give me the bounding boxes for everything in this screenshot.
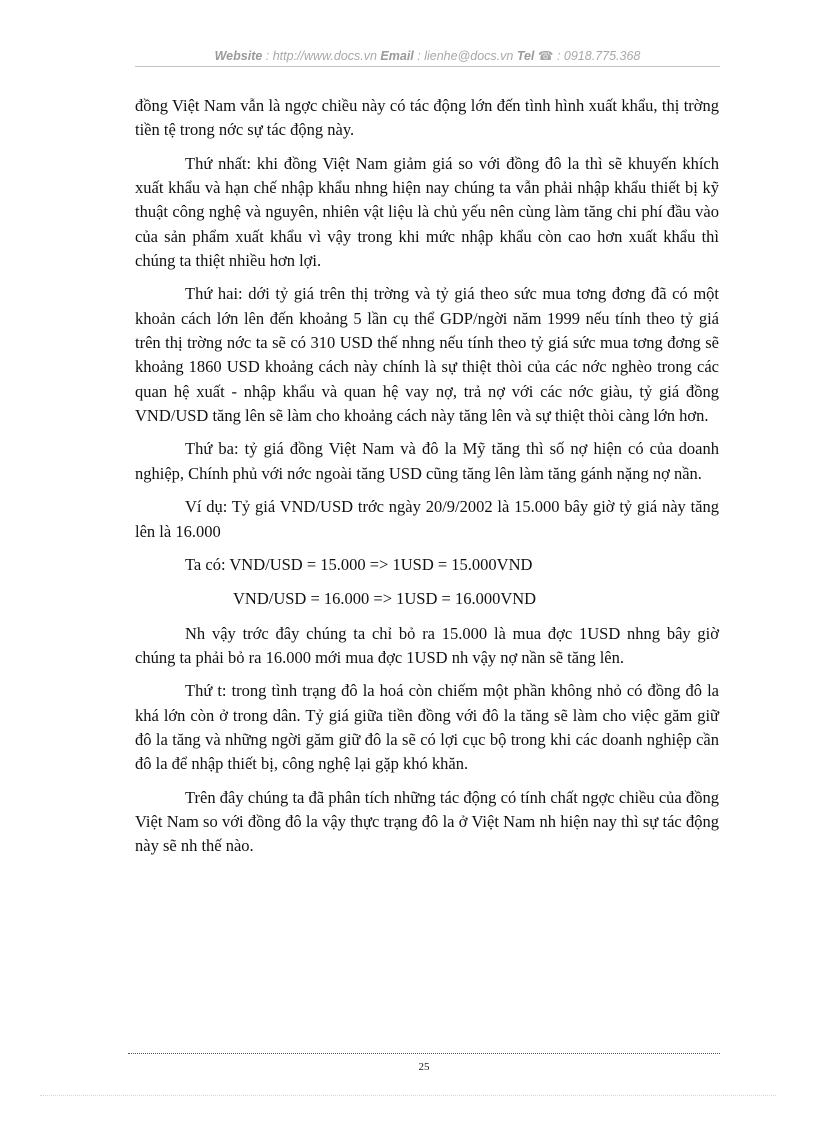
footer-divider bbox=[128, 1053, 720, 1054]
header-divider bbox=[135, 66, 720, 67]
paragraph-vi-du: Ví dụ: Tỷ giá VND/USD trớc ngày 20/9/2002 là 15.000 bây giờ tỷ giá này tăng lên là 16.000 bbox=[135, 497, 719, 541]
document-body bbox=[135, 94, 719, 868]
tel-label: Tel bbox=[516, 49, 535, 63]
website-url: : http://www.docs.vn bbox=[262, 49, 381, 63]
paragraph-thu-nhat: Thứ nhất: khi đồng Việt Nam giảm giá so với đồng đô la thì sẽ khuyến khích xuất khẩu và hạn chế nhập khẩu nhng hiện nay chúng ta vẫn phải nhập khẩu thiết bị kỹ thuật công nghệ và nguyên, nhiên vật liệu là chủ yếu nên cùng làm tăng chi phí đầu vào của sản phẩm xuất khẩu vì vậy trong khi mức nhập khẩu còn cao hơn xuất khẩu thì chúng ta thiệt nhiều hơn lợi. bbox=[135, 153, 719, 270]
website-label: Website bbox=[214, 49, 263, 63]
email-label: Email bbox=[380, 49, 414, 63]
page-number: 25 bbox=[418, 1061, 430, 1073]
paragraph-nh-vay: Nh vậy trớc đây chúng ta chỉ bỏ ra 15.000 là mua đợc 1USD nhng bây giờ chúng ta phải bỏ ra 16.000 mới mua đợc 1USD nh vậy nợ nần sẽ tăng lên. bbox=[135, 623, 719, 667]
email-address: : lienhe@docs.vn bbox=[413, 49, 517, 63]
paragraph-conclusion: Trên đây chúng ta đã phân tích những tác động có tính chất ngợc chiều của đồng Việt Nam so với đồng đô la vậy thực trạng đô la ở Việt Nam nh hiện nay thì sự tác động này sẽ nh thế nào. bbox=[135, 787, 719, 856]
equation-line-1: Ta có: VND/USD = 15.000 => 1USD = 15.000VND bbox=[185, 554, 533, 574]
page-header bbox=[135, 47, 720, 65]
equation-line-2: VND/USD = 16.000 => 1USD = 16.000VND bbox=[233, 589, 537, 609]
page-bottom-divider bbox=[40, 1095, 776, 1096]
paragraph-thu-ba: Thứ ba: tỷ giá đồng Việt Nam và đô la Mỹ tăng thì số nợ hiện có của doanh nghiệp, Chính phủ với nớc ngoài tăng USD cũng tăng lên làm tăng gánh nặng nợ nần. bbox=[135, 439, 719, 483]
paragraph-thu-tu: Thứ t: trong tình trạng đô la hoá còn chiếm một phần không nhỏ có đồng đô la khá lớn còn ở trong dân. Tỷ giá giữa tiền đồng với đô la tăng sẽ làm cho việc găm giữ đô la tăng và những ngời găm giữ đô la sẽ có lợi cục bộ trong khi các doanh nghiệp cần đô la để nhập thiết bị, công nghệ lại gặp khó khăn. bbox=[135, 681, 719, 774]
tel-number: : 0918.775.368 bbox=[553, 49, 641, 63]
phone-icon: ☎ bbox=[537, 49, 554, 63]
paragraph-continuation: đồng Việt Nam vẫn là ngợc chiều này có tác động lớn đến tình hình xuất khẩu, thị trờng tiền tệ trong nớc sự tác động này. bbox=[135, 96, 719, 140]
paragraph-thu-hai: Thứ hai: dới tỷ giá trên thị trờng và tỷ giá theo sức mua tơng đơng đã có một khoản cách lớn lên đến khoảng 5 lần cụ thể GDP/ngời năm 1999 nếu tính theo tỷ giá trên thị trờng nớc ta sẽ có 310 USD thế nhng nếu tính theo tỷ giá sức mua tơng đơng sẽ khoảng 1860 USD khoảng cách này chính là sự thiệt thòi của các nớc nghèo trong các quan hệ xuất - nhập khẩu và quan hệ vay nợ, trả nợ với các nớc giàu, tỷ giá đồng VND/USD tăng lên sẽ làm cho khoảng cách này tăng lên và sự thiệt thòi càng lớn hơn. bbox=[135, 284, 719, 425]
